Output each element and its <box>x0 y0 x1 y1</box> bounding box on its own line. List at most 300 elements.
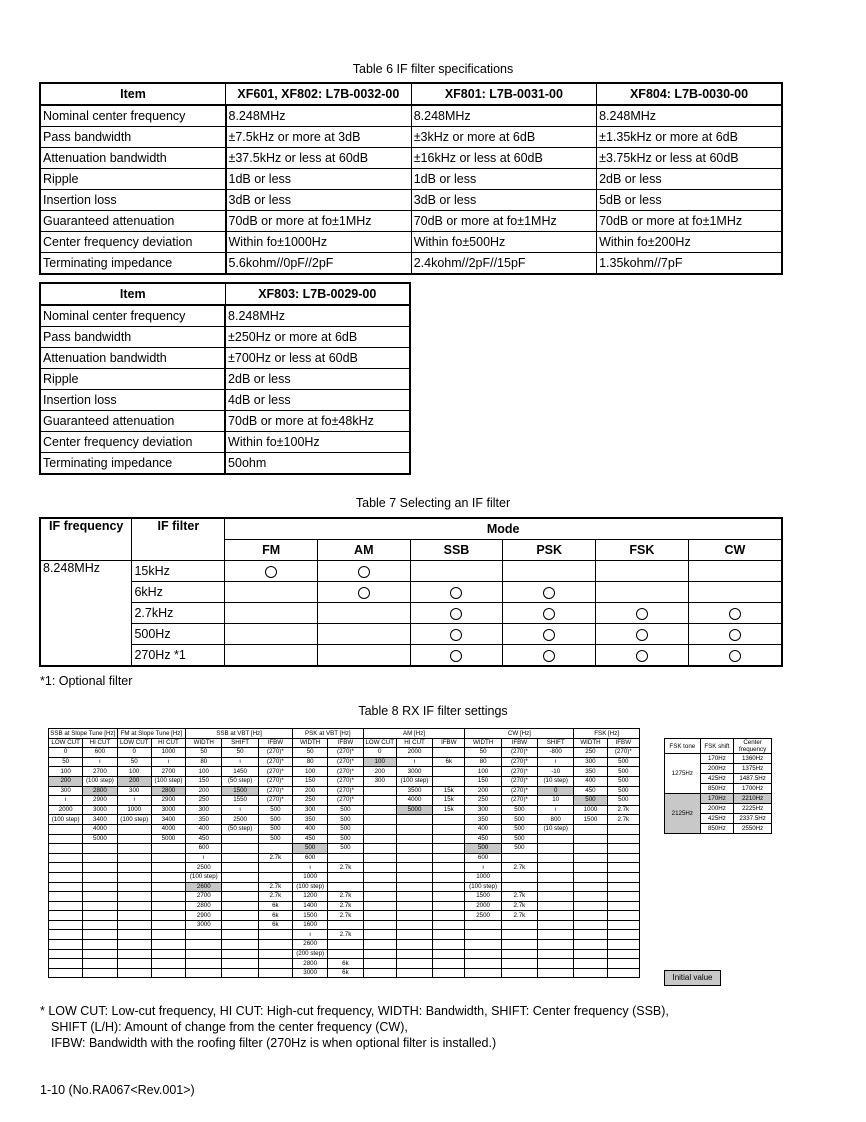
if-frequency-value: 8.248MHz <box>40 561 132 667</box>
spec-item: Terminating impedance <box>40 453 225 475</box>
rx-cell <box>574 930 607 940</box>
rx-cell <box>117 872 151 882</box>
rx-cell: 500 <box>328 815 363 825</box>
rx-cell <box>433 767 465 777</box>
rx-cell: 2900 <box>83 796 117 806</box>
table-row <box>665 794 772 804</box>
mode-cell <box>688 582 782 603</box>
rx-cell: 0 <box>49 748 83 758</box>
rx-cell: 1000 <box>574 805 607 815</box>
rx-cell <box>258 968 292 978</box>
rx-cell <box>501 882 537 892</box>
rx-cell: 200 <box>363 767 396 777</box>
rx-cell <box>501 930 537 940</box>
rx-cell: ı <box>396 757 432 767</box>
rx-cell: (270)* <box>501 796 537 806</box>
spec-value: 4dB or less <box>225 390 410 411</box>
spec-item: Insertion loss <box>40 390 225 411</box>
rx-cell: 2.7k <box>501 901 537 911</box>
rx-cell <box>117 834 151 844</box>
rx-cell: ı <box>117 796 151 806</box>
rx-cell: 450 <box>293 834 328 844</box>
rx-cell: 1500 <box>222 786 258 796</box>
rx-cell <box>363 834 396 844</box>
rx-cell: 500 <box>258 834 292 844</box>
rx-cell <box>607 930 639 940</box>
rx-cell: 350 <box>293 815 328 825</box>
rx-cell: 2800 <box>186 901 222 911</box>
rx-cell <box>396 815 432 825</box>
fsk-cell: 2210Hz <box>734 794 772 804</box>
rx-cell: ı <box>465 863 501 873</box>
rx-cell: ı <box>538 757 574 767</box>
available-circle-icon <box>543 587 555 599</box>
rx-cell: 1500 <box>574 815 607 825</box>
available-circle-icon <box>729 650 741 662</box>
rx-cell: 100 <box>293 767 328 777</box>
rx-cell <box>433 872 465 882</box>
spec-value: 8.248MHz <box>411 105 596 127</box>
sub-header: LOW CUT <box>363 738 396 748</box>
rx-cell: 1000 <box>117 805 151 815</box>
table-row <box>49 949 640 959</box>
rx-cell: -10 <box>538 767 574 777</box>
rx-cell <box>363 882 396 892</box>
rx-cell <box>501 968 537 978</box>
rx-cell: 100 <box>49 767 83 777</box>
rx-cell <box>83 872 117 882</box>
mode-am: AM <box>317 540 410 561</box>
rx-cell: 50 <box>117 757 151 767</box>
spec-item: Ripple <box>40 369 225 390</box>
rx-cell: 500 <box>607 767 639 777</box>
rx-cell <box>328 882 363 892</box>
table-row <box>40 561 782 582</box>
rx-cell <box>607 911 639 921</box>
spec-value: 70dB or more at fo±48kHz <box>225 411 410 432</box>
rx-cell: 300 <box>465 805 501 815</box>
spec-value: Within fo±1000Hz <box>226 232 412 253</box>
rx-cell <box>465 930 501 940</box>
page-footer: 1-10 (No.RA067<Rev.001>) <box>40 1083 195 1097</box>
rx-cell: 3000 <box>186 920 222 930</box>
rx-cell <box>433 911 465 921</box>
rx-cell <box>222 968 258 978</box>
rx-cell: 3000 <box>151 805 185 815</box>
rx-cell: 15k <box>433 805 465 815</box>
rx-cell: 500 <box>328 844 363 854</box>
spec-item: Center frequency deviation <box>40 432 225 453</box>
rx-cell: (270)* <box>328 786 363 796</box>
rx-cell <box>538 882 574 892</box>
rx-cell <box>222 882 258 892</box>
rx-cell <box>117 959 151 969</box>
rx-cell: 200 <box>293 786 328 796</box>
rx-cell: 2.7k <box>501 892 537 902</box>
mode-cell <box>503 645 596 667</box>
mode-psk: PSK <box>503 540 596 561</box>
rx-cell: 6k <box>258 901 292 911</box>
rx-cell: 2600 <box>186 882 222 892</box>
rx-cell: (270)* <box>258 796 292 806</box>
spec-value: 1.35kohm//7pF <box>597 253 782 275</box>
rx-cell: 800 <box>538 815 574 825</box>
rx-cell <box>151 959 185 969</box>
fsk-cell: 2225Hz <box>734 804 772 814</box>
fsk-tone: 1275Hz <box>665 754 701 794</box>
spec-value: 8.248MHz <box>226 105 412 127</box>
table-row <box>40 305 410 327</box>
rx-cell: 80 <box>293 757 328 767</box>
rx-cell <box>396 863 432 873</box>
sub-header: SHIFT <box>538 738 574 748</box>
rx-cell <box>186 940 222 950</box>
rx-cell <box>433 853 465 863</box>
rx-cell: 150 <box>465 776 501 786</box>
rx-cell: 50 <box>186 748 222 758</box>
rx-cell: (270)* <box>501 767 537 777</box>
rx-cell: 50 <box>222 748 258 758</box>
rx-cell: 2900 <box>186 911 222 921</box>
rx-cell: 400 <box>186 824 222 834</box>
rx-cell <box>574 949 607 959</box>
table6-header: Item <box>40 83 226 105</box>
table-row <box>40 624 782 645</box>
table-row <box>40 190 782 211</box>
rx-cell <box>117 824 151 834</box>
rx-cell <box>538 892 574 902</box>
rx-cell <box>363 786 396 796</box>
rx-cell <box>574 920 607 930</box>
rx-cell <box>433 940 465 950</box>
rx-cell: 0 <box>117 748 151 758</box>
rx-cell <box>396 853 432 863</box>
rx-cell: 2.7k <box>328 911 363 921</box>
rx-cell <box>83 930 117 940</box>
rx-cell: ı <box>293 930 328 940</box>
available-circle-icon <box>265 566 277 578</box>
available-circle-icon <box>636 650 648 662</box>
rx-cell: 1000 <box>465 872 501 882</box>
rx-cell: ı <box>222 805 258 815</box>
table-row <box>49 786 640 796</box>
group-header: SSB at Slope Tune [Hz] <box>50 729 116 737</box>
table6b-header: XF803: L7B-0029-00 <box>225 283 410 305</box>
mode-cell <box>596 561 689 582</box>
rx-cell: 3400 <box>83 815 117 825</box>
group-header: FSK [Hz] <box>574 729 640 739</box>
rx-cell: 600 <box>293 853 328 863</box>
rx-cell: 2500 <box>465 911 501 921</box>
rx-cell: 600 <box>83 748 117 758</box>
rx-cell: 2000 <box>465 901 501 911</box>
rx-cell: (50 step) <box>222 776 258 786</box>
rx-cell: 500 <box>465 844 501 854</box>
mode-ssb: SSB <box>410 540 503 561</box>
rx-cell <box>258 844 292 854</box>
spec-value: 2dB or less <box>225 369 410 390</box>
rx-cell <box>433 844 465 854</box>
rx-cell <box>433 863 465 873</box>
rx-cell: 0 <box>363 748 396 758</box>
rx-cell: (270)* <box>328 776 363 786</box>
spec-value: ±3.75kHz or less at 60dB <box>597 148 782 169</box>
rx-cell <box>396 901 432 911</box>
rx-cell: 2.7k <box>607 805 639 815</box>
rx-cell: 500 <box>607 776 639 786</box>
rx-cell <box>328 949 363 959</box>
rx-cell <box>363 853 396 863</box>
spec-value: 5dB or less <box>597 190 782 211</box>
rx-cell: 1500 <box>293 911 328 921</box>
rx-cell <box>433 882 465 892</box>
table-row <box>40 369 410 390</box>
rx-cell <box>363 824 396 834</box>
rx-cell <box>574 959 607 969</box>
rx-cell: 500 <box>328 824 363 834</box>
rx-cell <box>83 892 117 902</box>
rx-cell <box>396 920 432 930</box>
rx-cell: 100 <box>117 767 151 777</box>
rx-cell <box>49 959 83 969</box>
rx-cell: 2.7k <box>328 930 363 940</box>
if-filter-value: 2.7kHz <box>132 603 225 624</box>
spec-value: 3dB or less <box>411 190 596 211</box>
rx-cell <box>465 949 501 959</box>
rx-cell: 600 <box>186 844 222 854</box>
if-filter-value: 15kHz <box>132 561 225 582</box>
rx-cell <box>117 930 151 940</box>
rx-cell <box>396 940 432 950</box>
rx-cell: 500 <box>501 824 537 834</box>
rx-cell <box>83 968 117 978</box>
rx-cell <box>433 949 465 959</box>
rx-cell <box>396 930 432 940</box>
rx-cell <box>222 920 258 930</box>
rx-cell <box>363 805 396 815</box>
mode-cell <box>317 582 410 603</box>
rx-cell: 500 <box>501 844 537 854</box>
spec-value: 1dB or less <box>226 169 412 190</box>
rx-cell <box>465 968 501 978</box>
rx-cell: 80 <box>465 757 501 767</box>
table-row <box>49 748 640 758</box>
rx-cell <box>117 844 151 854</box>
rx-cell: 2800 <box>151 786 185 796</box>
rx-cell <box>49 940 83 950</box>
mode-cell <box>688 645 782 667</box>
rx-cell <box>328 940 363 950</box>
rx-cell <box>151 930 185 940</box>
spec-value: ±37.5kHz or less at 60dB <box>226 148 412 169</box>
sub-header: HI CUT <box>151 738 185 748</box>
rx-cell <box>186 949 222 959</box>
rx-cell <box>363 796 396 806</box>
spec-value: 70dB or more at fo±1MHz <box>411 211 596 232</box>
mode-cell <box>225 582 318 603</box>
if-filter-header: IF filter <box>132 518 225 561</box>
fsk-cell: 1487.5Hz <box>734 774 772 784</box>
rx-cell: 500 <box>258 824 292 834</box>
rx-cell: (270)* <box>328 757 363 767</box>
fsk-cell: 170Hz <box>700 794 734 804</box>
fsk-cell: 1375Hz <box>734 764 772 774</box>
table-row <box>49 940 640 950</box>
rx-cell <box>538 949 574 959</box>
rx-cell: 600 <box>465 853 501 863</box>
note-line-2: SHIFT (L/H): Amount of change from the center frequency (CW), <box>51 1020 408 1034</box>
available-circle-icon <box>729 629 741 641</box>
table6-caption: Table 6 IF filter specifications <box>352 62 514 76</box>
rx-cell <box>117 853 151 863</box>
rx-cell <box>396 824 432 834</box>
rx-cell <box>83 901 117 911</box>
spec-item: Attenuation bandwidth <box>40 348 225 369</box>
rx-cell <box>363 872 396 882</box>
spec-item: Attenuation bandwidth <box>40 148 226 169</box>
rx-cell <box>49 930 83 940</box>
mode-cell <box>688 561 782 582</box>
table-row <box>49 920 640 930</box>
sub-header: IFBW <box>607 738 639 748</box>
fsk-cell: 170Hz <box>700 754 734 764</box>
rx-cell: 500 <box>607 786 639 796</box>
rx-cell <box>151 949 185 959</box>
rx-cell <box>396 892 432 902</box>
rx-cell <box>222 959 258 969</box>
rx-cell <box>83 911 117 921</box>
rx-cell <box>574 863 607 873</box>
mode-cell <box>688 603 782 624</box>
spec-value: ±3kHz or more at 6dB <box>411 127 596 148</box>
rx-cell <box>607 863 639 873</box>
rx-cell: 15k <box>433 786 465 796</box>
rx-cell <box>396 882 432 892</box>
rx-cell: 1200 <box>293 892 328 902</box>
rx-cell <box>222 901 258 911</box>
rx-cell: (100 step) <box>117 815 151 825</box>
rx-cell: 2.7k <box>258 853 292 863</box>
rx-cell: 250 <box>465 796 501 806</box>
rx-cell: 500 <box>574 796 607 806</box>
rx-cell: (100 step) <box>186 872 222 882</box>
rx-cell: 200 <box>49 776 83 786</box>
table-row <box>40 105 782 127</box>
rx-cell <box>49 863 83 873</box>
rx-cell: (100 step) <box>83 776 117 786</box>
table-row <box>49 805 640 815</box>
rx-cell: 100 <box>186 767 222 777</box>
rx-cell: 300 <box>49 786 83 796</box>
rx-cell <box>49 872 83 882</box>
rx-cell <box>501 853 537 863</box>
rx-cell <box>433 920 465 930</box>
available-circle-icon <box>636 629 648 641</box>
table6b-header: Item <box>40 283 225 305</box>
rx-cell <box>607 853 639 863</box>
rx-cell <box>538 940 574 950</box>
rx-cell <box>363 892 396 902</box>
rx-cell <box>83 882 117 892</box>
rx-cell: 2600 <box>293 940 328 950</box>
rx-cell: (50 step) <box>222 824 258 834</box>
rx-cell: 5000 <box>151 834 185 844</box>
table-row <box>49 853 640 863</box>
rx-cell <box>574 844 607 854</box>
rx-cell <box>363 940 396 950</box>
table7-caption: Table 7 Selecting an IF filter <box>355 496 511 510</box>
rx-cell <box>258 863 292 873</box>
rx-cell: ı <box>293 863 328 873</box>
if-filter-value: 270Hz *1 <box>132 645 225 667</box>
rx-cell <box>363 863 396 873</box>
rx-cell <box>151 844 185 854</box>
rx-cell <box>222 844 258 854</box>
rx-cell: 100 <box>363 757 396 767</box>
rx-cell <box>151 892 185 902</box>
sub-header: IFBW <box>258 738 292 748</box>
rx-cell <box>363 911 396 921</box>
rx-cell: 3000 <box>396 767 432 777</box>
rx-cell: 80 <box>186 757 222 767</box>
spec-value: 70dB or more at fo±1MHz <box>597 211 782 232</box>
mode-cell <box>596 645 689 667</box>
table-row <box>40 645 782 667</box>
rx-cell: 500 <box>328 805 363 815</box>
mode-cell <box>410 561 503 582</box>
rx-cell: 1000 <box>151 748 185 758</box>
fsk-tone: 2125Hz <box>665 794 701 834</box>
rx-cell: 2700 <box>151 767 185 777</box>
table-row <box>49 844 640 854</box>
rx-cell <box>538 834 574 844</box>
rx-cell: 250 <box>186 796 222 806</box>
rx-cell <box>433 959 465 969</box>
mode-cell <box>317 645 410 667</box>
group-header: AM [Hz] <box>363 729 465 739</box>
rx-cell: 2.7k <box>607 815 639 825</box>
rx-cell <box>396 872 432 882</box>
rx-cell: 300 <box>186 805 222 815</box>
table-row <box>49 901 640 911</box>
spec-value: ±16kHz or less at 60dB <box>411 148 596 169</box>
table-row <box>40 432 410 453</box>
rx-cell <box>49 949 83 959</box>
table-row <box>40 148 782 169</box>
rx-cell <box>363 901 396 911</box>
table-row <box>49 959 640 969</box>
rx-cell <box>328 872 363 882</box>
rx-cell <box>151 853 185 863</box>
rx-cell <box>49 911 83 921</box>
rx-cell: (100 step) <box>49 815 83 825</box>
mode-cell <box>688 624 782 645</box>
group-header: FM at Slope Tune [Hz] <box>117 729 186 739</box>
rx-cell: 1500 <box>465 892 501 902</box>
rx-cell: 3000 <box>83 805 117 815</box>
rx-cell <box>574 882 607 892</box>
rx-cell <box>49 844 83 854</box>
available-circle-icon <box>450 608 462 620</box>
mode-cell <box>225 603 318 624</box>
rx-cell: 5000 <box>396 805 432 815</box>
rx-cell <box>607 940 639 950</box>
rx-cell <box>222 911 258 921</box>
rx-cell <box>433 776 465 786</box>
spec-item: Center frequency deviation <box>40 232 226 253</box>
rx-cell <box>222 863 258 873</box>
rx-cell: -800 <box>538 748 574 758</box>
